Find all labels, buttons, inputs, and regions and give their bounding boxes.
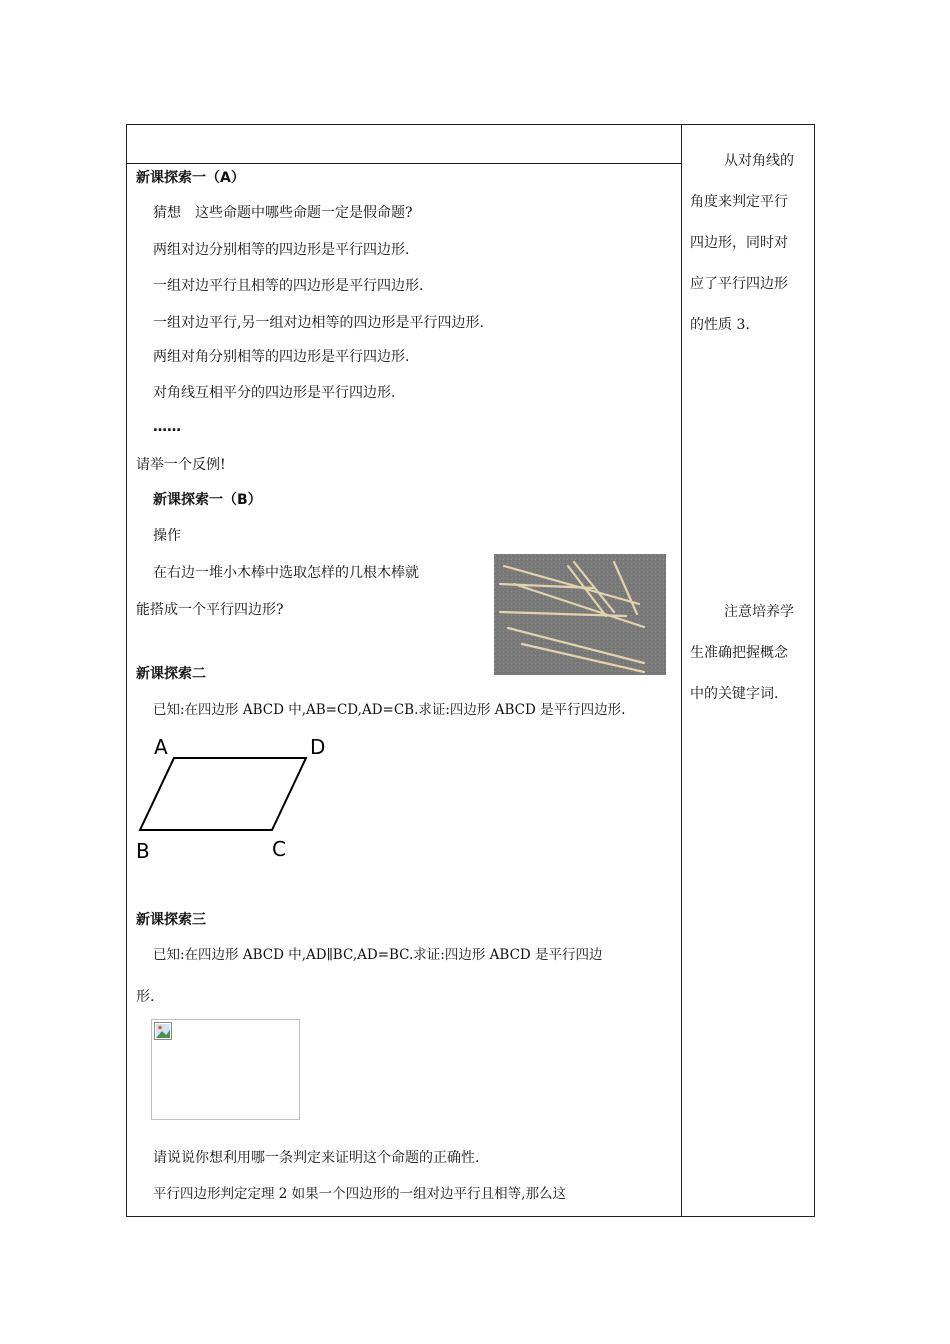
note-1-line-3: 四边形，同时对 <box>690 235 788 251</box>
note-1-line-4: 应了平行四边形 <box>690 276 788 292</box>
sticks-question-line2: 能搭成一个平行四边形? <box>136 602 284 618</box>
proposition-4: 两组对角分别相等的四边形是平行四边形. <box>153 349 410 365</box>
counterexample-prompt: 请举一个反例! <box>136 457 226 473</box>
note-2-line-1: 注意培养学 <box>724 604 794 620</box>
column-divider <box>681 125 682 1216</box>
wooden-sticks-photo <box>494 554 666 675</box>
proposition-2: 一组对边平行且相等的四边形是平行四边形. <box>153 278 424 294</box>
vertex-label-c: C <box>272 837 286 861</box>
section-3-problem-line2: 形. <box>136 989 155 1005</box>
proposition-3: 一组对边平行,另一组对边相等的四边形是平行四边形. <box>153 315 484 331</box>
note-1-line-2: 角度来判定平行 <box>690 194 788 210</box>
header-row-divider <box>127 163 681 164</box>
broken-image-icon <box>154 1022 172 1040</box>
teaching-note-1 <box>690 141 802 346</box>
note-1-line-1: 从对角线的 <box>724 153 794 169</box>
section-title-3: 新课探索三 <box>136 912 206 928</box>
section-title-1a: 新课探索一（A） <box>136 170 245 186</box>
section-title-2: 新课探索二 <box>136 666 206 682</box>
note-2-line-3: 中的关键字词. <box>690 686 779 702</box>
teaching-note-2 <box>690 592 802 715</box>
operation-label: 操作 <box>153 528 181 544</box>
note-1-line-5: 的性质 3. <box>690 317 750 333</box>
vertex-label-b: B <box>136 839 150 863</box>
section-3-problem-line1: 已知:在四边形 ABCD 中,AD∥BC,AD=BC.求证:四边形 ABCD 是平行四边 <box>153 947 603 963</box>
vertex-label-a: A <box>154 735 168 759</box>
section-2-problem: 已知:在四边形 ABCD 中,AB=CD,AD=CB.求证:四边形 ABCD 是平行四边形. <box>153 702 626 718</box>
sticks-question-line1: 在右边一堆小木棒中选取怎样的几根木棒就 <box>153 565 419 581</box>
conjecture-line: 猜想 这些命题中哪些命题一定是假命题? <box>153 205 413 221</box>
theorem-2-line: 平行四边形判定定理 2 如果一个四边形的一组对边平行且相等,那么这 <box>153 1186 566 1202</box>
parallelogram-figure <box>130 734 340 864</box>
section-title-1b: 新课探索一（B） <box>153 492 262 508</box>
ellipsis: …… <box>153 419 181 435</box>
note-2-line-2: 生准确把握概念 <box>690 645 788 661</box>
section-3-question: 请说说你想利用哪一条判定来证明这个命题的正确性. <box>153 1150 480 1166</box>
missing-image-placeholder <box>151 1019 300 1120</box>
vertex-label-d: D <box>310 735 326 759</box>
proposition-1: 两组对边分别相等的四边形是平行四边形. <box>153 242 410 258</box>
proposition-5: 对角线互相平分的四边形是平行四边形. <box>153 385 396 401</box>
